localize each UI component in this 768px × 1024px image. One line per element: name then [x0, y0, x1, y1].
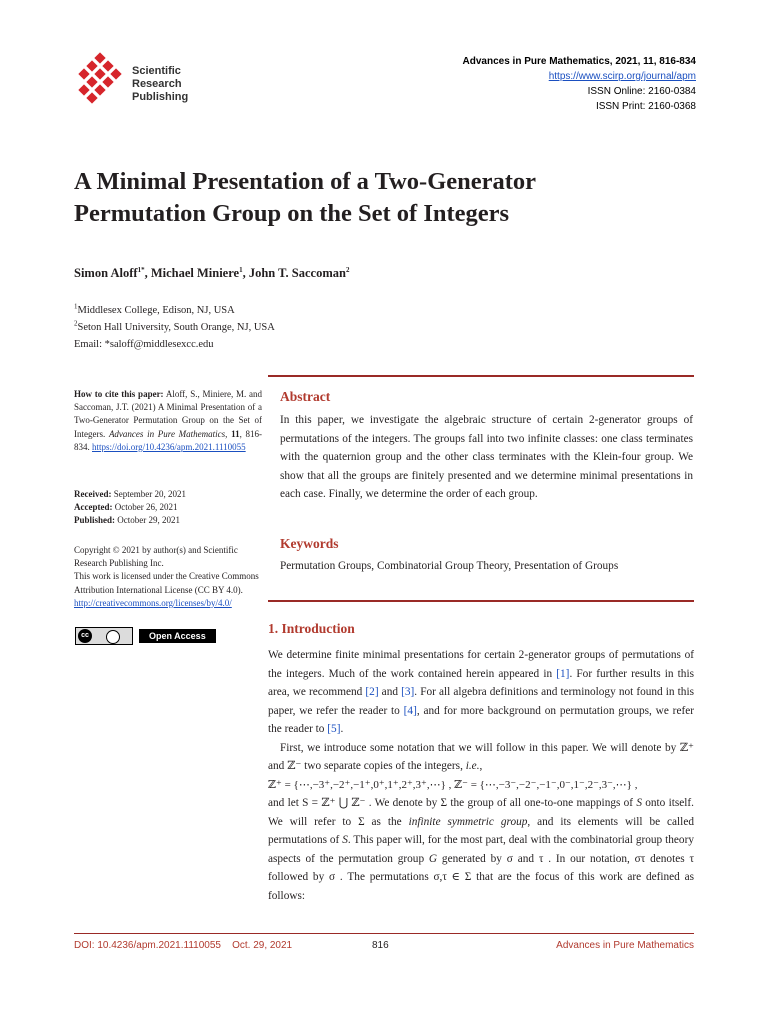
- issn-print: ISSN Print: 2160-0368: [595, 101, 696, 112]
- open-access-badge: Open Access: [139, 629, 216, 643]
- license-badges: [75, 627, 216, 645]
- author-name: John T. Saccoman: [248, 266, 346, 280]
- author-affil-sup: 2: [345, 265, 350, 274]
- received-date: September 20, 2021: [113, 489, 186, 499]
- author-affil-sup: 1*: [137, 265, 145, 274]
- ref-link-5[interactable]: [5]: [327, 723, 341, 735]
- abstract-heading: Abstract: [280, 389, 331, 404]
- journal-url-link[interactable]: https://www.scirp.org/journal/apm: [548, 71, 696, 82]
- intro-paragraph-2: First, we introduce some notation that we will follow in this paper. We will denote by ℤ⁺ and ℤ⁻ two separate copies of the integers, i.e.,: [268, 741, 694, 772]
- abstract-text: In this paper, we investigate the algebraic structure of certain 2-generator groups of permutations of the integers. The groups fall into two infinite classes: one class terminates with the quaternion group and the other class terminates with the Klein-four group. We show that all the groups are finitely presented and we determine minimal presentations in each case. Finally, we determine the order of each group.: [280, 414, 693, 500]
- affiliations: [74, 302, 275, 353]
- author-name: Simon Aloff: [74, 266, 138, 280]
- how-to-cite: How to cite this paper: Aloff, S., Miniere, M. and Saccoman, J.T. (2021) A Minimal Presentation of a Two-Generator Permutation Group on the Set of Integers. Advances in Pure Mathematics, 11, 816-834. https://doi.org/10.4236/apm.2021.1110055: [74, 389, 263, 452]
- publisher-name-line1: Scientific: [132, 65, 181, 77]
- paper-title: [74, 166, 694, 230]
- license-line: This work is licensed under the Creative Commons Attribution International License (CC BY 4.0).: [74, 571, 259, 595]
- journal-header: [463, 54, 696, 114]
- intro-paragraph-3: and let S = ℤ⁺ ⋃ ℤ⁻ . We denote by Σ the group of all one-to-one mappings of S onto itself. We will refer to Σ as the infinite symmetric group, and its elements will be called permutations of S. This paper will, for the most part, deal with the combinatorial group theory aspects of the permutation group G generated by σ and τ . In our notation, στ denotes τ followed by σ . The permutations σ,τ ∈ Σ that are the focus of this work are defined as follows:: [268, 797, 694, 902]
- article-dates: [74, 488, 262, 528]
- scirp-diamond-icon: [74, 52, 130, 108]
- affiliation-2: $^2$Seton Hall University, South Orange, NJ, USA: [74, 319, 275, 333]
- abstract-top-rule: [268, 375, 694, 377]
- license-link[interactable]: http://creativecommons.org/licenses/by/4.0/: [74, 597, 232, 608]
- math-equation-integers: ℤ⁺ = {⋯,−3⁺,−2⁺,−1⁺,0⁺,1⁺,2⁺,3⁺,⋯} , ℤ⁻ = {⋯,−3⁻,−2⁻,−1⁻,0⁻,1⁻,2⁻,3⁻,⋯} ,: [268, 778, 638, 791]
- author-name: Michael Miniere: [150, 266, 240, 280]
- by-person-icon: [106, 630, 120, 644]
- journal-citation: Advances in Pure Mathematics, 2021, 11, 816-834: [462, 56, 696, 67]
- copyright-line: Copyright © 2021 by author(s) and Scientific Research Publishing Inc.: [74, 545, 238, 569]
- publisher-name-line3: Publishing: [132, 91, 189, 103]
- copyright-notice: [74, 544, 266, 610]
- keywords-text: Permutation Groups, Combinatorial Group Theory, Presentation of Groups: [280, 560, 619, 572]
- cc-icon: cc: [78, 629, 92, 643]
- footer-rule: [74, 933, 694, 934]
- ref-link-1[interactable]: [1]: [556, 667, 570, 680]
- affiliation-1: $^1$Middlesex College, Edison, NJ, USA: [74, 302, 235, 316]
- published-date: October 29, 2021: [117, 515, 181, 526]
- accepted-date: October 26, 2021: [114, 502, 178, 513]
- cite-journal: Advances in Pure Mathematics: [108, 428, 226, 439]
- ref-link-3[interactable]: [3]: [401, 686, 415, 698]
- cite-label: How to cite this paper:: [74, 389, 164, 399]
- introduction-body: [268, 646, 694, 905]
- cite-pages: , 816-834.: [74, 428, 263, 452]
- doi-link[interactable]: https://doi.org/10.4236/apm.2021.1110055: [92, 441, 246, 452]
- author-affil-sup: 1: [239, 265, 243, 274]
- received-label: Received:: [74, 489, 112, 499]
- accepted-label: Accepted:: [74, 502, 113, 513]
- publisher-name-line2: Research: [132, 78, 182, 90]
- published-label: Published:: [74, 515, 116, 526]
- issn-online: ISSN Online: 2160-0384: [587, 86, 696, 97]
- footer-journal: Advances in Pure Mathematics: [556, 940, 694, 951]
- cc-by-badge[interactable]: [75, 627, 133, 645]
- ref-link-4[interactable]: [4]: [403, 704, 417, 717]
- author-list: Simon Aloff$^{1*}$, Michael Miniere$^1$, John T. Saccoman$^2$: [74, 265, 350, 280]
- keywords-heading: Keywords: [280, 536, 339, 551]
- cite-volume: 11: [231, 428, 240, 439]
- title-line2: Permutation Group on the Set of Integers: [74, 200, 510, 227]
- footer-doi: DOI: 10.4236/apm.2021.1110055 Oct. 29, 2021: [74, 940, 293, 951]
- page-number: 816: [372, 940, 389, 951]
- publisher-logo: [74, 52, 209, 112]
- keywords-bottom-rule: [268, 600, 694, 602]
- contact-email: Email: *saloff@middlesexcc.edu: [74, 339, 214, 350]
- title-line1: A Minimal Presentation of a Two-Generator: [74, 168, 537, 195]
- section-heading-introduction: 1. Introduction: [268, 621, 355, 636]
- intro-paragraph-1: We determine finite minimal presentations for certain 2-generator groups of permutations of the integers. Much of the work contained herein appeared in [1]. For further results in this area, we recommend [2] and [3]. For all algebra definitions and terminology not found in this paper, we refer the reader to [4], and for more background on permutation groups, we refer the reader to [5].: [268, 649, 694, 735]
- cite-text: Aloff, S., Miniere, M. and Saccoman, J.T. (2021) A Minimal Presentation of a Two-Generator Permutation Group on the Set of Integers.: [74, 389, 262, 439]
- ref-link-2[interactable]: [2]: [365, 686, 379, 698]
